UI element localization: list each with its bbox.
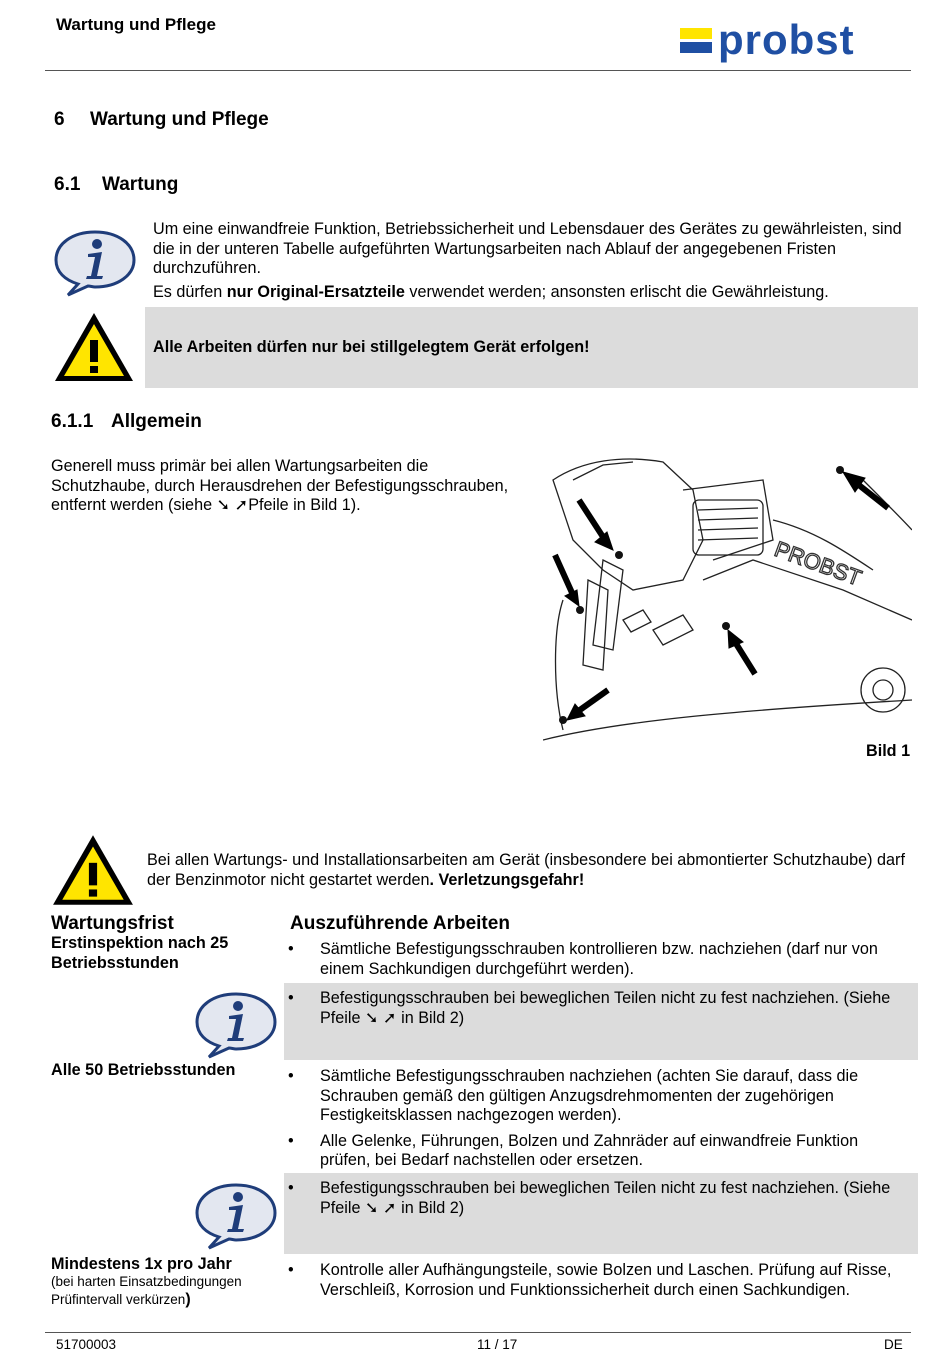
footer-page: 11 / 17: [477, 1337, 518, 1352]
row1-info-box: [284, 983, 918, 1060]
row2-period: Alle 50 Betriebsstunden: [51, 1061, 236, 1079]
header-divider: [45, 70, 911, 71]
subsubsection-number: 6.1.1: [51, 411, 94, 432]
subsection-title: Wartung: [102, 174, 179, 195]
row1-period: Erstinspektion nach 25 Betriebsstunden: [51, 934, 229, 972]
footer-divider: [45, 1332, 911, 1333]
row3-items: [284, 1261, 914, 1300]
list-item: • Sämtliche Befestigungsschrauben kontrollieren bzw. nachziehen (darf nur von einem Sachkundigen durchgeführt werden).: [284, 940, 904, 979]
logo-text: probst: [718, 18, 855, 63]
info-icon: [192, 990, 280, 1060]
row3-period-note: (bei harten Einsatzbedingungen Prüfintervall verkürzen): [51, 1274, 242, 1308]
subsubsection-title: Allgemein: [111, 411, 202, 432]
subsubsection-heading: [51, 411, 202, 433]
warning-box: [145, 307, 918, 388]
info-icon: [52, 228, 138, 298]
list-item: • Sämtliche Befestigungsschrauben nachziehen (achten Sie darauf, dass die Schrauben gemäß den gültigen Anzugsdrehmomenten der zugehörigen Festigkeitsklassen nachgezogen werden).: [284, 1067, 904, 1126]
row2-info-box: [284, 1173, 918, 1254]
header-title: Wartung und Pflege: [56, 15, 216, 34]
section-title: Wartung und Pflege: [90, 109, 269, 130]
col-work-title: Auszuführende Arbeiten: [290, 913, 510, 934]
row1-items: [284, 940, 904, 979]
warning-text: Alle Arbeiten dürfen nur bei stillgelegtem Gerät erfolgen!: [153, 338, 590, 356]
row3-period: Mindestens 1x pro Jahr: [51, 1255, 232, 1273]
warning2-text: Bei allen Wartungs- und Installationsarbeiten am Gerät (insbesondere bei abmontierter Schutzhaube) darf der Benzinmotor nicht gestartet werden. Verletzungsgefahr!: [147, 851, 905, 889]
subsection-heading: [54, 174, 178, 196]
info-text-1: Um eine einwandfreie Funktion, Betriebssicherheit und Lebensdauer des Gerätes zu gewährleisten, sind die in der unteren Tabelle aufgeführten Wartungsarbeiten nach Ablauf der angegebenen Fristen durchzuführen.: [153, 220, 902, 277]
info-icon: [192, 1181, 280, 1251]
list-item: • Befestigungsschrauben bei beweglichen Teilen nicht zu fest nachziehen. (Siehe Pfeile ➘ ➚ in Bild 2): [284, 989, 912, 1028]
probst-logo: [680, 18, 905, 68]
footer-language: DE: [884, 1337, 903, 1352]
section-number: 6: [54, 109, 65, 130]
figure-mark: PROBST: [771, 536, 865, 591]
list-item: • Kontrolle aller Aufhängungsteile, sowie Bolzen und Laschen. Prüfung auf Risse, Verschleiß, Korrosion und Funktionssicherheit durch einen Sachkundigen.: [284, 1261, 914, 1300]
list-item: • Alle Gelenke, Führungen, Bolzen und Zahnräder auf einwandfreie Funktion prüfen, bei Bedarf nachstellen oder ersetzen.: [284, 1132, 904, 1171]
info-text-2: Es dürfen nur Original-Ersatzteile verwendet werden; ansonsten erlischt die Gewährleistung.: [153, 283, 829, 301]
figure-image: [543, 450, 912, 742]
list-item: • Befestigungsschrauben bei beweglichen Teilen nicht zu fest nachziehen. (Siehe Pfeile ➘ ➚ in Bild 2): [284, 1179, 912, 1218]
subsection-number: 6.1: [54, 174, 81, 195]
footer-doc-number: 51700003: [56, 1337, 117, 1352]
figure-caption: Bild 1: [866, 742, 911, 760]
row2-items: [284, 1067, 904, 1171]
warning-icon: [52, 310, 136, 384]
col-period-title: Wartungsfrist: [51, 913, 174, 934]
warning-icon: [50, 832, 136, 908]
section-heading: [54, 109, 269, 131]
general-text: Generell muss primär bei allen Wartungsarbeiten die Schutzhaube, durch Herausdrehen der Befestigungsschrauben, entfernt werden (siehe ➘ ➚Pfeile in Bild 1).: [51, 457, 509, 514]
